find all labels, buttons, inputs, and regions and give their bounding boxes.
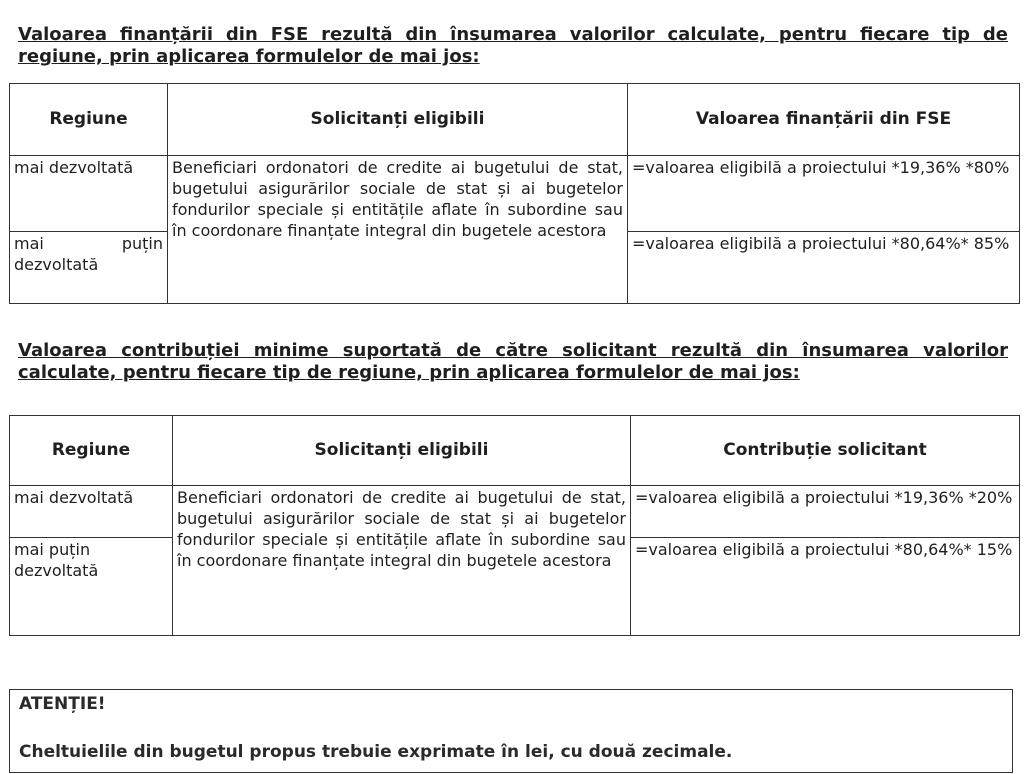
section2-intro: Valoarea contribuției minime suportată de către solicitant rezultă din însumarea valorilor calculate, pentru fiecare tip de regiune, prin aplicarea formulelor de mai jos: (18, 340, 1008, 383)
attention-title: ATENȚIE! (19, 694, 106, 714)
header-contribution: Contribuție solicitant (631, 416, 1020, 486)
table-row (10, 486, 1020, 538)
section1-intro: Valoarea finanțării din FSE rezultă din însumarea valorilor calculate, pentru fiecare tip de regiune, prin aplicarea formulelor de mai jos: (18, 24, 1008, 67)
region-word: mai (14, 234, 44, 253)
region-word: dezvoltată (14, 255, 99, 274)
region-cell (10, 232, 168, 304)
formula-cell: =valoarea eligibilă a proiectului *80,64%* 15% (631, 538, 1020, 636)
header-fse-value: Valoarea finanțării din FSE (628, 84, 1020, 156)
header-applicants: Solicitanți eligibili (168, 84, 628, 156)
attention-body: Cheltuielile din bugetul propus trebuie exprimate în lei, cu două zecimale. (19, 742, 733, 762)
region-cell: mai dezvoltată (10, 486, 173, 538)
applicants-cell: Beneficiari ordonatori de credite ai bugetului de stat, bugetului asigurărilor sociale de stat și ai bugetelor fondurilor speciale și entitățile aflate în subordine sau în coordonare finanțate integral din bugetele acestora (168, 156, 628, 304)
formula-cell: =valoarea eligibilă a proiectului *80,64%* 85% (628, 232, 1020, 304)
table-row (10, 156, 1020, 232)
region-word: puțin (121, 234, 163, 253)
formula-cell: =valoarea eligibilă a proiectului *19,36% *80% (628, 156, 1020, 232)
applicant-contribution-table (9, 415, 1020, 636)
formula-cell: =valoarea eligibilă a proiectului *19,36% *20% (631, 486, 1020, 538)
header-region: Regiune (10, 416, 173, 486)
attention-box (9, 689, 1013, 773)
applicants-cell: Beneficiari ordonatori de credite ai bugetului de stat, bugetului asigurărilor sociale de stat și ai bugetelor fondurilor speciale și entitățile aflate în subordine sau în coordonare finanțate integral din bugetele acestora (173, 486, 631, 636)
table-header-row (10, 84, 1020, 156)
region-cell: mai puțin dezvoltată (10, 538, 173, 636)
header-applicants: Solicitanți eligibili (173, 416, 631, 486)
fse-financing-table (9, 83, 1020, 304)
table-header-row (10, 416, 1020, 486)
region-cell: mai dezvoltată (10, 156, 168, 232)
header-region: Regiune (10, 84, 168, 156)
